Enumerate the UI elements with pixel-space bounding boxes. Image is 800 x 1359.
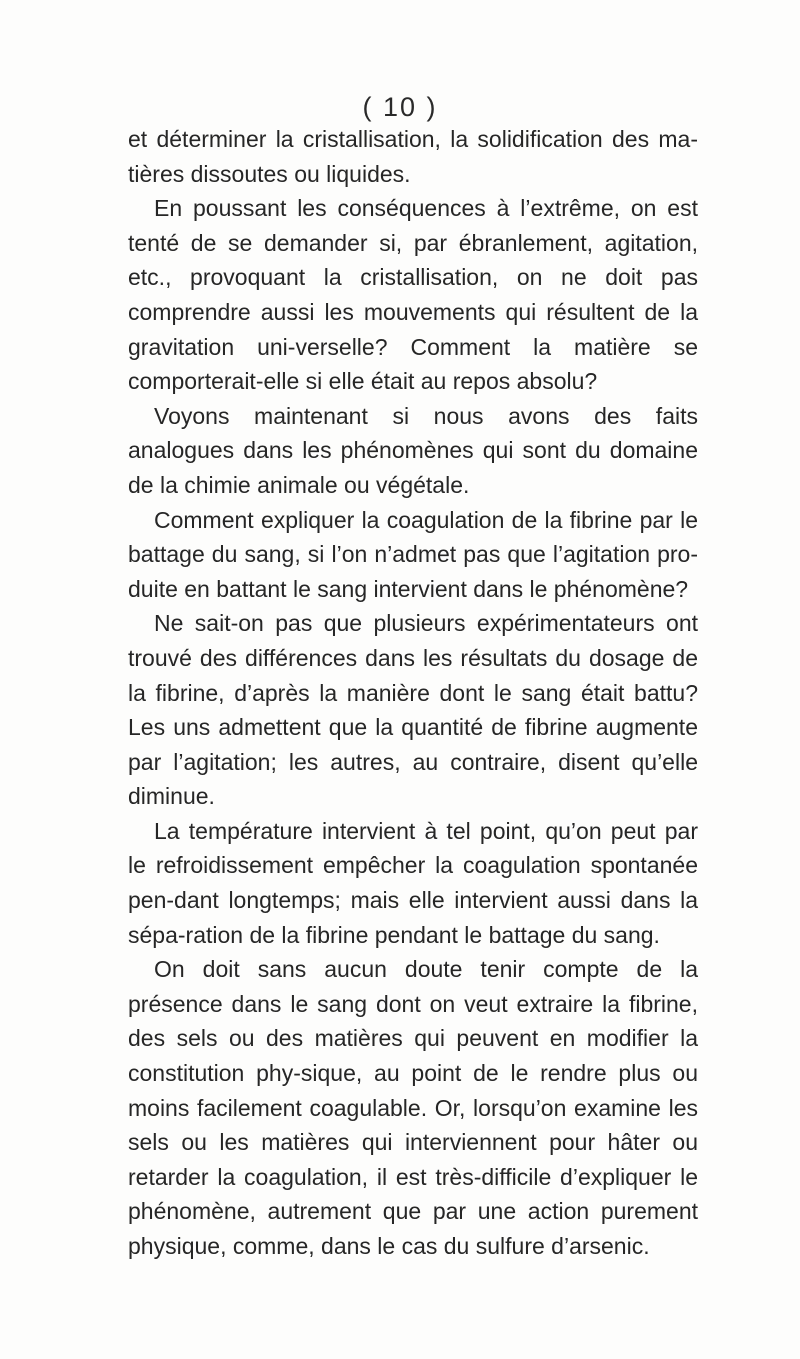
paragraph-4: Comment expliquer la coagulation de la fibrine par le battage du sang, si l’on n’admet pas que l’agitation pro-duite en battant le sang intervient dans le phénomène?: [128, 506, 698, 602]
page-number: ( 10 ): [362, 92, 438, 122]
paragraph-7: On doit sans aucun doute tenir compte de la présence dans le sang dont on veut extraire la fibrine, des sels ou des matières qui peuvent en modifier la constitution phy-sique, au point de le rendre plus ou moins facilement coagulable. Or, lorsqu’on examine les sels ou les matières qui interviennent pour hâter ou retarder la coagulation, il est très-difficile d’expliquer le phénomène, autrement que par une action purement physique, comme, dans le cas du sulfure d’arsenic.: [128, 956, 698, 1259]
body-text: [128, 122, 698, 1264]
paragraph-5: Ne sait-on pas que plusieurs expérimentateurs ont trouvé des différences dans les résultats du dosage de la fibrine, d’après la manière dont le sang était battu? Les uns admettent que la quantité de fibrine augmente par l’agitation; les autres, au contraire, disent qu’elle diminue.: [128, 610, 698, 810]
paragraph-2: En poussant les conséquences à l’extrême, on est tenté de se demander si, par ébranlement, agitation, etc., provoquant la cristallisation, on ne doit pas comprendre aussi les mouvements qui résultent de la gravitation uni-verselle? Comment la matière se comporterait-elle si elle était au repos absolu?: [128, 195, 698, 395]
paragraph-1: et déterminer la cristallisation, la solidification des ma-tières dissoutes ou liquides.: [128, 126, 698, 187]
paragraph-6: La température intervient à tel point, qu’on peut par le refroidissement empêcher la coagulation spontanée pen-dant longtemps; mais elle intervient aussi dans la sépa-ration de la fibrine pendant le battage du sang.: [128, 817, 698, 948]
paragraph-3: Voyons maintenant si nous avons des faits analogues dans les phénomènes qui sont du domaine de la chimie animale ou végétale.: [128, 402, 698, 498]
